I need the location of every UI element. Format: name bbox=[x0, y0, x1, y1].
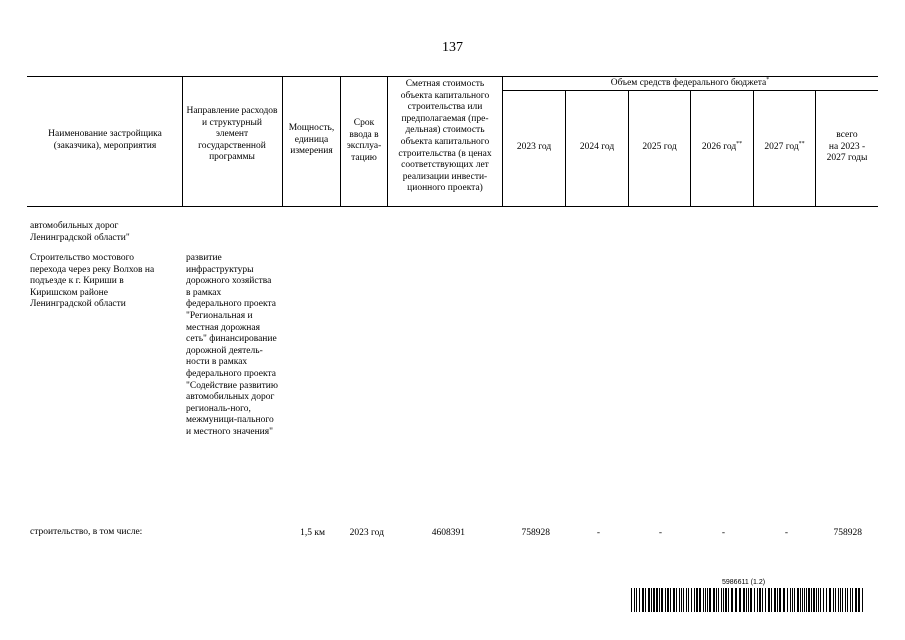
header-year-2025 bbox=[629, 142, 690, 154]
federal-budget-label: Объем средств федерального бюджета bbox=[610, 78, 767, 88]
year-mark: ** bbox=[736, 140, 743, 147]
col-divider-4 bbox=[387, 76, 388, 206]
col-divider-1 bbox=[182, 76, 183, 206]
header-year-2026 bbox=[691, 142, 753, 154]
continuation-text: автомобильных дорог Ленинградской области" bbox=[30, 221, 130, 243]
header-top-rule bbox=[27, 76, 878, 77]
year-label: 2023 год bbox=[516, 142, 552, 152]
construction-2027: - bbox=[784, 528, 788, 538]
construction-2024: - bbox=[596, 528, 600, 538]
header-total bbox=[816, 130, 878, 165]
header-cost: Сметная стоимость объекта капитального строительства или предполагаемая (пре-дельная) стоимость объекта капитального строительства (в ценах соответствующих лет реализации инвести-ционного проекта) bbox=[398, 79, 492, 194]
year-mark: ** bbox=[798, 140, 805, 147]
col-divider-5 bbox=[502, 76, 503, 206]
construction-total: 758928 bbox=[833, 528, 862, 538]
col-divider-3 bbox=[340, 76, 341, 206]
header-term: Срок ввода в эксплуа-тацию bbox=[346, 118, 382, 163]
header-year-2024 bbox=[566, 142, 628, 154]
construction-term: 2023 год bbox=[349, 528, 384, 538]
construction-2026: - bbox=[721, 528, 725, 538]
construction-2023: 758928 bbox=[521, 528, 550, 538]
header-federal-budget bbox=[504, 78, 876, 90]
barcode-label: 5986611 (1.2) bbox=[722, 579, 766, 586]
construction-label: строительство, в том числе: bbox=[30, 527, 143, 537]
year-label: 2027 год bbox=[764, 142, 799, 152]
project-direction: развитие инфраструктуры дорожного хозяйства в рамках федерального проекта "Региональная и местная дорожная сеть" финансирование дорожной деятель-ности в рамках федерального проекта "Содействие развитию автомобильных дорог региональ-ного, межмуници-пального и местного значения" bbox=[186, 253, 278, 437]
page-number: 137 bbox=[442, 40, 463, 55]
header-bottom-rule bbox=[27, 206, 878, 207]
col-divider-2 bbox=[282, 76, 283, 206]
year-label: 2025 год bbox=[642, 142, 677, 152]
header-year-2027 bbox=[754, 142, 815, 154]
project-name: Строительство мостового перехода через реку Волхов на подъезде к г. Кириши в Киришском районе Ленинградской области bbox=[30, 253, 155, 310]
header-year-2023 bbox=[503, 142, 565, 154]
total-line-2: на 2023 - bbox=[828, 141, 866, 152]
construction-cost: 4608391 bbox=[431, 528, 465, 538]
federal-budget-mark: * bbox=[766, 76, 770, 83]
construction-capacity: 1,5 км bbox=[300, 528, 325, 538]
barcode-image bbox=[631, 588, 867, 612]
year-label: 2024 год bbox=[579, 142, 615, 152]
year-label: 2026 год bbox=[701, 142, 737, 152]
construction-2025: - bbox=[658, 528, 662, 538]
total-line-3: 2027 годы bbox=[826, 153, 868, 164]
header-direction: Направление расходов и структурный элемент государственной программы bbox=[186, 106, 278, 163]
header-capacity: Мощность, единица измерения bbox=[288, 123, 335, 157]
header-name: Наименование застройщика (заказчика), мероприятия bbox=[48, 129, 162, 151]
total-line-1: всего bbox=[836, 130, 858, 140]
